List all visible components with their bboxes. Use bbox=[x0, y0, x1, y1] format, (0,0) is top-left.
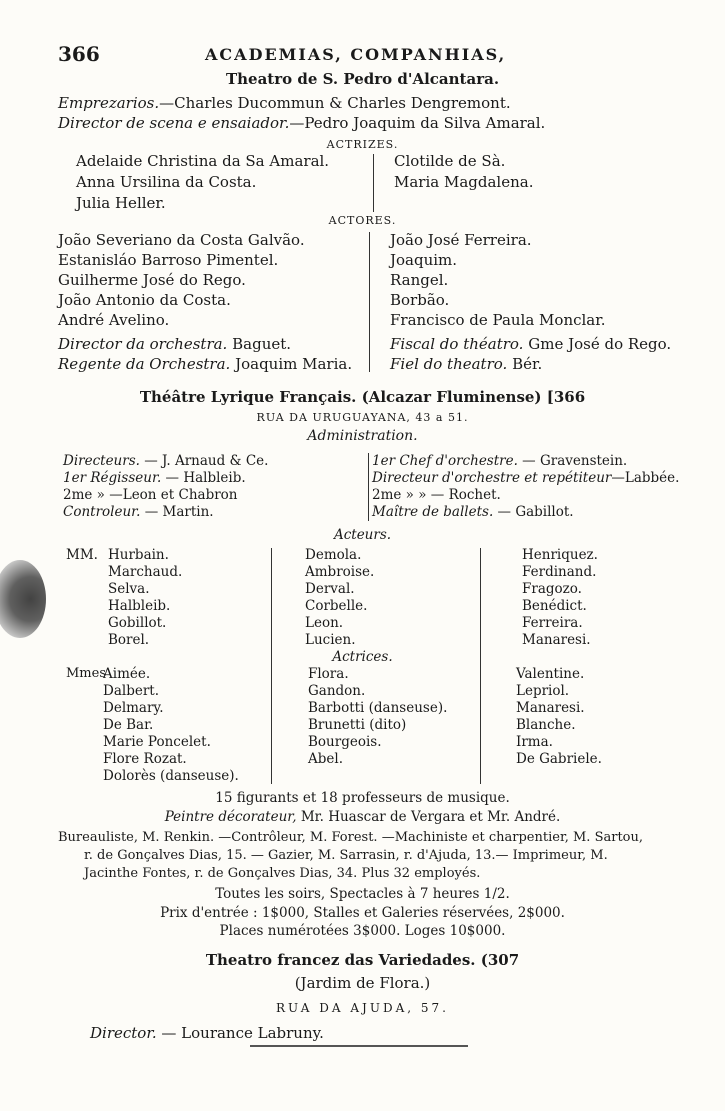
admin-right-value: — Gravenstein. bbox=[517, 453, 628, 469]
admin-left-label: 2me » bbox=[63, 487, 105, 503]
acteur-col3: Ferreira. bbox=[522, 615, 583, 631]
figurants: 15 figurants et 18 professeurs de musique. bbox=[215, 790, 510, 806]
admin-left-value: —Leon et Chabron bbox=[104, 487, 238, 503]
actrizes-left-0: Adelaide Christina da Sa Amaral. bbox=[76, 152, 330, 170]
lyrique-title: Théâtre Lyrique Français. (Alcazar Fluminense) [366 bbox=[139, 388, 586, 406]
acteurs-heading: Acteurs. bbox=[333, 527, 392, 543]
emprezarios-value: —Charles Ducommun & Charles Dengremont. bbox=[159, 94, 511, 112]
actores-right-3: Borbão. bbox=[390, 291, 450, 309]
actrice-col3: Blanche. bbox=[516, 717, 576, 733]
admin-left-value: — J. Arnaud & Ce. bbox=[139, 453, 269, 469]
director-value: —Pedro Joaquim da Silva Amaral. bbox=[289, 114, 546, 132]
column-divider bbox=[373, 154, 374, 212]
fiel-label: Fiel do theatro. bbox=[390, 355, 508, 373]
actrizes-right-0: Clotilde de Sà. bbox=[394, 152, 506, 170]
s-pedro-emprezarios bbox=[58, 94, 511, 112]
admin-left-2 bbox=[63, 487, 238, 503]
variedades-title: Theatro francez das Variedades. (307 bbox=[205, 951, 520, 969]
running-head: ACADEMIAS, COMPANHIAS, bbox=[205, 45, 507, 64]
s-pedro-director bbox=[58, 114, 545, 132]
actrice-col3: De Gabriele. bbox=[516, 751, 602, 767]
actrice-col1: Dalbert. bbox=[103, 683, 159, 699]
acteur-col2: Lucien. bbox=[305, 632, 356, 648]
actores-right-0: João José Ferreira. bbox=[390, 231, 532, 249]
variedades-director-value: — Lourance Labruny. bbox=[156, 1024, 324, 1042]
staff-line-3: Jacinthe Fontes, r. de Gonçalves Dias, 34. Plus 32 employés. bbox=[84, 866, 481, 881]
actrice-col1: Flore Rozat. bbox=[103, 751, 187, 767]
actores-left-3: João Antonio da Costa. bbox=[58, 291, 231, 309]
admin-right-0 bbox=[372, 453, 627, 469]
admin-left-label: Directeurs. bbox=[63, 453, 140, 469]
variedades-director bbox=[90, 1024, 324, 1042]
acteur-col1: Selva. bbox=[108, 581, 150, 597]
acteur-col1: Borel. bbox=[108, 632, 150, 648]
spectacles: Toutes les soirs, Spectacles à 7 heures 1/2. bbox=[215, 886, 510, 902]
actrizes-heading: ACTRIZES. bbox=[326, 138, 399, 151]
acteur-col2: Leon. bbox=[305, 615, 344, 631]
admin-left-3 bbox=[63, 504, 214, 520]
actrice-col2: Brunetti (dito) bbox=[308, 717, 407, 733]
admin-right-2 bbox=[372, 487, 501, 503]
variedades-address: RUA DA AJUDA, 57. bbox=[276, 1001, 449, 1015]
acteur-col3: Manaresi. bbox=[522, 632, 591, 648]
acteur-col1: Halbleib. bbox=[108, 598, 171, 614]
actores-right-2: Rangel. bbox=[390, 271, 449, 289]
actores-left-1: Estanisláo Barroso Pimentel. bbox=[58, 251, 279, 269]
regente bbox=[58, 355, 352, 373]
actores-heading: ACTORES. bbox=[328, 214, 397, 227]
actrice-col1: Marie Poncelet. bbox=[103, 734, 211, 750]
staff-line-2: r. de Gonçalves Dias, 15. — Gazier, M. Sarrasin, r. d'Ajuda, 13.— Imprimeur, M. bbox=[84, 848, 608, 863]
actrice-col1: Delmary. bbox=[103, 700, 164, 716]
admin-left-value: — Martin. bbox=[140, 504, 214, 520]
admin-right-3 bbox=[372, 504, 574, 520]
acteur-col2: Ambroise. bbox=[305, 564, 375, 580]
regente-label: Regente da Orchestra. bbox=[58, 355, 231, 373]
admin-right-value: —Labbée. bbox=[611, 470, 680, 486]
variedades-subtitle: (Jardim de Flora.) bbox=[294, 974, 431, 992]
acteur-col2: Corbelle. bbox=[305, 598, 368, 614]
fiel-value: Bér. bbox=[512, 355, 543, 373]
acteur-col3: Benédict. bbox=[522, 598, 587, 614]
acteur-col3: Henriquez. bbox=[522, 547, 598, 563]
actores-right-1: Joaquim. bbox=[390, 251, 458, 269]
acteur-col1: Marchaud. bbox=[108, 564, 183, 580]
actrice-col1: Dolorès (danseuse). bbox=[103, 768, 239, 784]
actrice-col3: Lepriol. bbox=[516, 683, 570, 699]
actores-left-0: João Severiano da Costa Galvão. bbox=[58, 231, 305, 249]
mm-prefix: MM. bbox=[66, 547, 98, 563]
peintre-value: Mr. Huascar de Vergara et Mr. André. bbox=[300, 809, 561, 825]
administration-heading: Administration. bbox=[307, 428, 418, 444]
emprezarios-label: Emprezarios. bbox=[58, 94, 160, 112]
fiel bbox=[390, 355, 542, 373]
admin-left-label: Controleur. bbox=[63, 504, 141, 520]
actrice-col3: Manaresi. bbox=[516, 700, 585, 716]
actores-right-4: Francisco de Paula Monclar. bbox=[390, 311, 606, 329]
peintre-label: Peintre décorateur, bbox=[164, 809, 297, 825]
s-pedro-title: Theatro de S. Pedro d'Alcantara. bbox=[225, 70, 500, 88]
orchestra-director bbox=[58, 335, 291, 353]
orchestra-director-label: Director da orchestra. bbox=[58, 335, 228, 353]
actrizes-left-1: Anna Ursilina da Costa. bbox=[76, 173, 257, 191]
admin-left-label: 1er Régisseur. bbox=[63, 470, 162, 486]
acteur-col2: Derval. bbox=[305, 581, 355, 597]
column-divider bbox=[480, 548, 481, 784]
actrice-col3: Irma. bbox=[516, 734, 553, 750]
lyrique-address: RUA DA URUGUAYANA, 43 a 51. bbox=[256, 411, 469, 424]
actrice-col2: Flora. bbox=[308, 666, 349, 682]
actrice-col1: Aimée. bbox=[103, 666, 151, 682]
actrice-col2: Gandon. bbox=[308, 683, 366, 699]
regente-value: Joaquim Maria. bbox=[235, 355, 353, 373]
actrizes-right-1: Maria Magdalena. bbox=[394, 173, 534, 191]
actrice-col2: Bourgeois. bbox=[308, 734, 382, 750]
actrizes-left-2: Julia Heller. bbox=[76, 194, 166, 212]
actores-left-2: Guilherme José do Rego. bbox=[58, 271, 246, 289]
fiscal-value: Gme José do Rego. bbox=[528, 335, 672, 353]
fiscal-label: Fiscal do théatro. bbox=[390, 335, 524, 353]
prix-line-1: Prix d'entrée : 1$000, Stalles et Galeries réservées, 2$000. bbox=[160, 905, 565, 921]
staff-line-1: Bureauliste, M. Renkin. —Contrôleur, M. Forest. —Machiniste et charpentier, M. Sartou, bbox=[58, 830, 643, 845]
acteur-col3: Fragozo. bbox=[522, 581, 582, 597]
director-label: Director de scena e ensaiador. bbox=[58, 114, 290, 132]
acteur-col3: Ferdinand. bbox=[522, 564, 597, 580]
acteur-col1: Hurbain. bbox=[108, 547, 169, 563]
prix-line-2: Places numérotées 3$000. Loges 10$000. bbox=[219, 923, 506, 939]
column-divider bbox=[369, 232, 370, 372]
peintre bbox=[0, 809, 725, 825]
actrice-col2: Abel. bbox=[308, 751, 343, 767]
acteur-col1: Gobillot. bbox=[108, 615, 167, 631]
actores-left-4: André Avelino. bbox=[58, 311, 170, 329]
actrices-heading: Actrices. bbox=[332, 649, 393, 665]
admin-left-1 bbox=[63, 470, 246, 486]
admin-left-value: — Halbleib. bbox=[161, 470, 246, 486]
actrice-col2: Barbotti (danseuse). bbox=[308, 700, 448, 716]
actrice-col1: De Bar. bbox=[103, 717, 154, 733]
page-number: 366 bbox=[58, 42, 100, 66]
admin-right-1 bbox=[372, 470, 679, 486]
mmes-prefix: Mmes bbox=[66, 666, 107, 681]
admin-right-label: Maître de ballets. bbox=[372, 504, 494, 520]
ink-blot bbox=[0, 560, 46, 638]
orchestra-director-value: Baguet. bbox=[232, 335, 292, 353]
divider-rule bbox=[250, 1045, 468, 1047]
actrice-col3: Valentine. bbox=[516, 666, 585, 682]
fiscal bbox=[390, 335, 671, 353]
column-divider bbox=[368, 453, 369, 521]
admin-right-label: 1er Chef d'orchestre. bbox=[372, 453, 518, 469]
admin-right-label: Directeur d'orchestre et repétiteur bbox=[372, 470, 612, 486]
admin-right-value: — Rochet. bbox=[426, 487, 501, 503]
admin-left-0 bbox=[63, 453, 268, 469]
admin-right-label: 2me » » bbox=[372, 487, 427, 503]
acteur-col2: Demola. bbox=[305, 547, 362, 563]
column-divider bbox=[271, 548, 272, 784]
variedades-director-label: Director. bbox=[90, 1024, 157, 1042]
admin-right-value: — Gabillot. bbox=[493, 504, 574, 520]
